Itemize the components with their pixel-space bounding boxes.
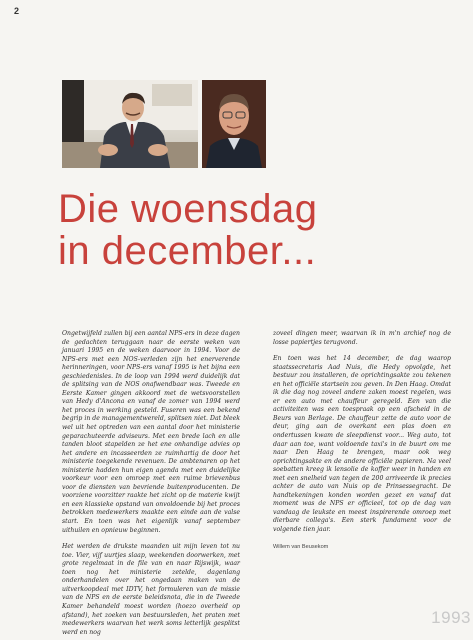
article-headline	[58, 188, 318, 272]
body-paragraph: Ongetwijfeld zullen bij een aantal NPS-ers in deze dagen de gedachten teruggaan naar de eerste weken van januari 1995 en de weken daarvoor in 1994. Voor de NPS-ers met een NOS-verleden zijn het enerverende herinneringen, voor NPS-ers vanaf 1995 is het bijna een geschiedenisles. In de loop van 1994 werd duidelijk dat de splitsing van de NOS onafwendbaar was. Tweede en Eerste Kamer gingen akkoord met de wetsvoorstellen van Hedy d'Ancona en vanaf de zomer van 1994 werd het proces in werking gesteld. Fuseren was een bekend begrip in de managementwereld, splitsen niet. Dat bleek wel uit het optreden van een aantal door het ministerie geparachuteerde adviseurs. Met een brede lach en alle tanden bloot stapelden ze het ene onhandige advies op het andere en incasseerden ze ruimhartig de door het ministerie toegekende revenuen. De ambtenaren op het ministerie hadden hun eigen agenda met een duidelijke voorkeur voor een omroep met een ruime brievenbus voor de diensten van bevriende buitenproducenten. De voorziene voorzitter raakte het zicht op de materie kwijt en een klassieke opstand van onvoldoende bij het proces betrokken medewerkers maakte een einde aan de valse start. En toen was het eigenlijk vanaf september uithuilen en opnieuw beginnen.	[62, 330, 240, 534]
author-byline: Willem van Beusekom	[273, 543, 329, 550]
body-paragraph: En toen was het 14 december, de dag waarop staatssecretaris Aad Nuis, die Hedy opvolgde, het bestuur zou installeren, de oprichtingsakte zou tekenen en het officiële startsein zou geven. In Den Haag. Omdat ik die dag nog zoveel andere zaken moest regelen, was er een auto met chauffeur geregeld. Een van die activiteiten was een toespraak op een afscheid in de Beurs van Berlage. De chauffeur zette de auto voor de deur, ging aan de overkant een plas doen en ondertussen kwam de sleepdienst voor... Weg auto, tot daar aan toe, want voldoende taxi's in de buurt om me naar Den Haag te brengen, maar ook weg oprichtingsakte en de andere officiële papieren. Na veel soebatten kreeg ik lensolie de koffer weer in handen en met een snelheid van tegen de 200 arriveerde ik precies achter de auto van Nuis op de Prinsessegracht. De handtekeningen konden worden gezet en vanaf dat moment was de NPS er officieel, tot op de dag van vandaag de leukste en meest inspirerende omroep met dierbare collega's. Een sterk fundament voor de volgende tien jaar.	[273, 355, 451, 534]
photo-man-at-desk	[62, 80, 198, 168]
article-column-left	[62, 330, 240, 637]
headline-line-2: in december...	[58, 229, 317, 273]
year-mark: 1993	[431, 608, 471, 627]
photo-strip	[62, 80, 267, 168]
body-paragraph: Het werden de drukste maanden uit mijn leven tot nu toe. Vier, vijf uurtjes slaap, weekenden doorwerken, met grote regelmaat in de file van en naar Rijswijk, waar toen nog het ministerie zetelde, dagenlang onderhandelen over het ongedaan maken van de uitverkoopdeal met IDTV, het formuleren van de missie van de NPS en de eerste beleidsnota, die in de Tweede Kamer behandeld moest worden (hoezo overheid op afstand), het zoeken van bestuursleden, het praten met medewerkers waarvan het werk soms letterlijk gesplitst werd en nog	[62, 543, 240, 636]
photo-man-portrait	[202, 80, 266, 168]
page-number: 2	[14, 6, 20, 16]
body-paragraph: zoveel dingen meer, waarvan ik in m'n archief nog de losse papiertjes terugvond.	[273, 330, 451, 346]
headline-line-1: Die woensdag	[58, 187, 318, 231]
article-column-right	[273, 330, 451, 551]
